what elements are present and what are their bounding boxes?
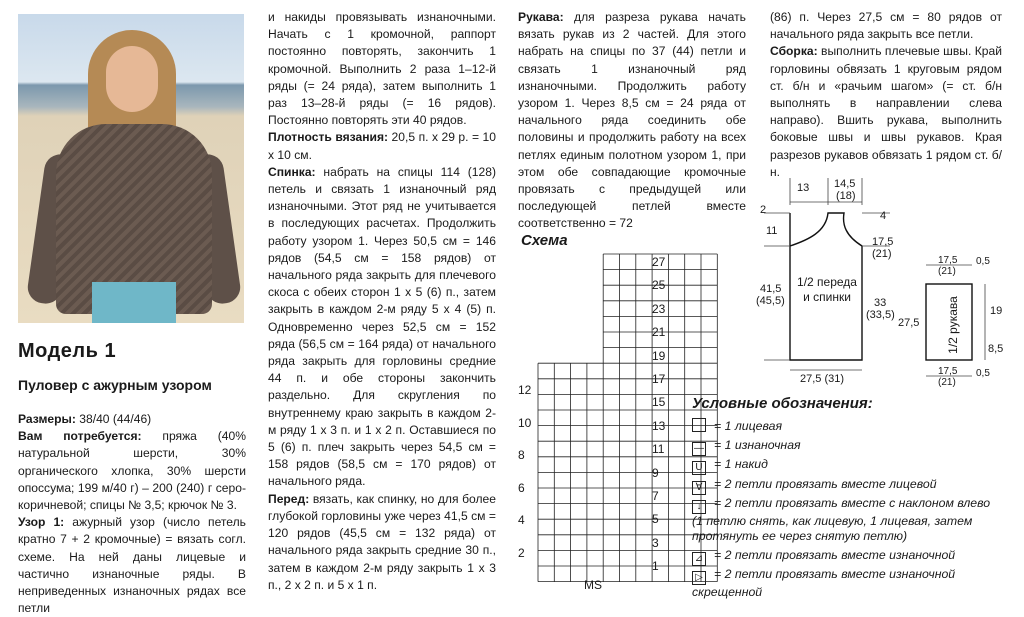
row-number-left: 2 — [518, 545, 525, 560]
row-number-right: 17 — [652, 372, 666, 386]
dim-armhole-2: (21) — [872, 248, 892, 260]
dim-sleeve-bottom-2: (21) — [938, 377, 956, 388]
p2tog-icon: ⊿ — [692, 552, 706, 566]
assembly-label: Сборка: — [770, 44, 818, 59]
sleeve-text: для разреза рукава начать вязать рукав из 2 частей. Для этого набрать на спицы по 37 (44) петли и связать 1 изнаночный ряд изнаночными. Продолжить работу узором 1. Через 8,5 см = 24 ряда от начального ряда соединить обе половины и продолжить работу на всех петлях единым полотном узором 1, при этом обе совпадающие кромочные провязать с предыдущей или последующей петлей вместе соответственно = 72 — [518, 10, 746, 231]
ssk-icon: ↓ — [692, 500, 706, 514]
row-number-left: 4 — [518, 513, 525, 527]
dim-sleeve-length: 27,5 — [898, 317, 920, 329]
row-number-right: 23 — [652, 301, 666, 316]
dim-side: 33 — [874, 297, 887, 309]
row-number-left: 12 — [518, 383, 532, 397]
model-title: Модель 1 — [18, 340, 117, 362]
dim-armhole: 17,5 — [872, 236, 894, 248]
dim-height: 41,5 — [760, 283, 782, 295]
legend-title: Условные обозначения: — [692, 395, 873, 412]
row-number-right: 21 — [652, 325, 666, 340]
dim-top-left: 13 — [797, 182, 810, 194]
materials-label: Вам потребуется: — [18, 429, 142, 444]
dim-sleeve-top: 17,5 — [938, 255, 958, 266]
dim-width: 27,5 (31) — [800, 373, 845, 385]
sleeve-continued: (86) п. Через 27,5 см = 80 рядов от начального ряда закрыть все петли. — [770, 10, 1002, 42]
row-number-left: 10 — [518, 415, 532, 430]
dim-side-2: (33,5) — [866, 309, 895, 321]
dim-height-2: (45,5) — [756, 295, 785, 307]
row-number-right: 5 — [652, 512, 659, 527]
sizes-text: 38/40 (44/46) — [75, 412, 152, 426]
materials-text: пряжа (40% натуральной шерсти, 30% органического хлопка, 30% шерсти опоссума; 199 м/40 г) – 200 (240) г серо-коричневой; спицы № 3,5; крючок № 3. — [18, 429, 246, 513]
dim-sleeve-top-2: (21) — [938, 266, 956, 277]
dash-square-icon: — — [694, 442, 704, 454]
knitting-chart — [538, 254, 717, 582]
legend-item: ↓ = 2 петли провязать вместе с наклоном влево — [692, 496, 990, 514]
row-number-left: 6 — [518, 480, 525, 495]
dim-right-small: 4 — [880, 210, 887, 222]
front-text: вязать, как спинку, но для более глубокой горловины уже через 41,5 см = 120 рядов (45,5 см = 132 ряда) от начального ряда закрыть средние 30 п., затем в каждом 2-м ряду закрыть 1 х 3 п., 2 х 2 п. и 5 х 1 п. — [268, 491, 496, 592]
front-back-label: 1/2 переда и спинки — [797, 275, 857, 304]
back-label: Спинка: — [268, 164, 316, 179]
row-number-right: 7 — [652, 489, 659, 503]
sleeve-label-pattern: 1/2 рукава — [945, 296, 960, 354]
row-number-right: 15 — [652, 395, 666, 410]
dim-sleeve-slit: 8,5 — [988, 343, 1004, 355]
legend-item: U = 1 накид — [692, 457, 768, 475]
dim-sleeve-bottom: 17,5 — [938, 366, 958, 377]
row-number-right: 13 — [652, 418, 666, 433]
yarn-over-icon: U — [692, 461, 706, 475]
dim-neck-depth: 11 — [766, 225, 778, 237]
row-number-right: 25 — [652, 278, 666, 293]
schema-title: Схема — [521, 232, 568, 249]
legend-item: ∀ = 2 петли провязать вместе лицевой — [692, 477, 937, 495]
dim-sleeve-top-right: 0,5 — [976, 256, 990, 267]
pattern-label: Узор 1: — [18, 515, 65, 530]
legend-item: — = 1 изнаночная — [694, 437, 801, 454]
k2tog-icon: ∀ — [692, 481, 706, 495]
row-number-right: 1 — [652, 559, 659, 574]
blank-square-icon — [692, 418, 706, 432]
legend-item: ▷ = 2 петли провязать вместе изнаночной скрещенной — [692, 567, 956, 599]
dim-sleeve-bottom-right: 0,5 — [976, 368, 990, 379]
dim-sleeve-height: 19 — [990, 305, 1003, 317]
legend-item: ⊿ = 2 петли провязать вместе изнаночной — [692, 548, 955, 566]
row-number-right: 3 — [652, 535, 659, 550]
row-number-left: 8 — [518, 448, 525, 462]
row-number-right: 11 — [652, 442, 665, 457]
p2tog-tbl-icon: ▷ — [692, 571, 706, 585]
dim-left-small: 2 — [760, 204, 767, 216]
dim-top-right-2: (18) — [836, 190, 856, 202]
row-number-right: 27 — [652, 255, 666, 269]
row-number-right: 19 — [652, 348, 666, 363]
front-label: Перед: — [268, 491, 310, 506]
ms-label: MS — [584, 578, 602, 592]
density-text: 20,5 п. х 29 р. = 10 х 10 см. — [268, 130, 496, 162]
density-label: Плотность вязания: — [268, 130, 389, 145]
back-text: набрать на спицы 114 (128) петель и связать 1 изнаночный ряд изнаночными. Этот ряд не учитывается в последующих расчетах. Продолжить работу узором 1. Через 50,5 см = 146 рядов (54,5 см = 158 рядов) от начального ряда закрыть для плечевого скоса с обеих сторон 1 х 5 (6) п., затем закрыть в каждом 2-м ряду 5 х 4 (5) п. Одновременно через 52,5 см = 152 ряда (56,5 см = 164 ряда) от начального ряда закрыть для горловины средние 44 п. и обе стороны закончить раздельно. Для скругления по внутреннему краю закрыть в каждом 2-м ряду 1 х 3 п. и 1 х 2 п. Оставшиеся по 5 (6) п. плеч закрыть через 54,5 см = 158 рядов (58,5 см = 170 рядов) от начального ряда. — [268, 164, 496, 489]
row-number-right: 9 — [652, 465, 659, 480]
sleeve-label: Рукава: — [518, 10, 564, 24]
model-subtitle: Пуловер с ажурным узором — [18, 377, 212, 393]
legend-item: (1 петлю снять, как лицевую, 1 лицевая, затем протянуть ее через снятую петлю) — [692, 513, 973, 543]
dim-top-right: 14,5 — [834, 178, 856, 190]
legend-item: = 1 лицевая — [692, 418, 782, 433]
assembly-text: выполнить плечевые швы. Край горловины обвязать 1 круговым рядом ст. б/н и «рачьим шагом» (= ст. б/н выполнять в направлении слева направо). Вшить рукава, выполнить боковые швы и швы рукавов. Края разрезов рукавов обвязать 1 рядом ст. б/н. — [770, 44, 1002, 179]
pattern-continued: и накиды провязывать изнаночными. Начать с 1 кромочной, раппорт постоянно повторять, закончить 1 кромочной. Выполнить 2 раза 1–12-й ряды (= 24 ряда), затем выполнить 1 раз 13–28-й ряды (= 16 рядов). Постоянно повторять эти 40 рядов. — [268, 10, 496, 128]
sizes-label: Размеры: — [18, 412, 76, 426]
pattern-text: ажурный узор (число петель кратно 7 + 2 кромочные) = вязать согл. схеме. На ней даны лицевые и частично изнаночные ряды. В неприведенных изнаночных рядах все петли — [18, 515, 246, 616]
